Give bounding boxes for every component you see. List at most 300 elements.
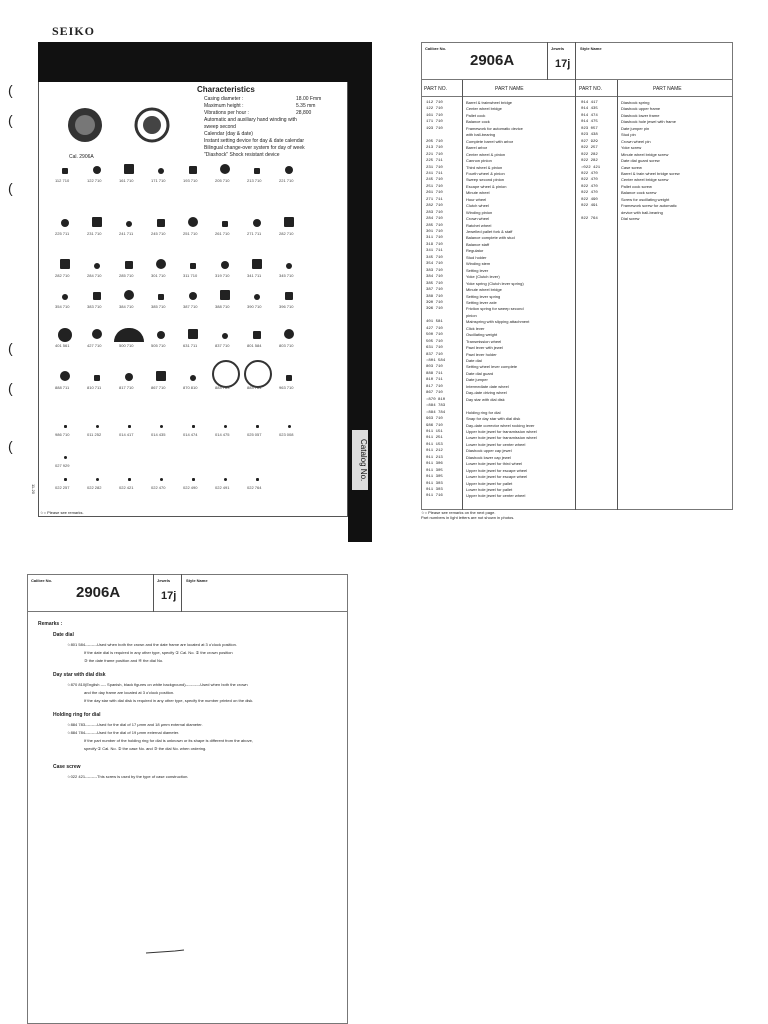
remarks-line: ☆022 421---------This screw is used by the type of case construction. [67,774,189,779]
part-number-label: 803 710 [279,343,294,348]
part-number: 205 710 [426,139,443,144]
part-image [212,360,240,388]
caliber-label: Calibre No. [31,578,53,583]
photo-footnote: ☆○ Please see remarks. [40,510,84,515]
part-number-label: 025 057 [247,432,262,437]
part-number: 011 306 [426,462,443,467]
part-number: 505 710 [426,339,443,344]
part-number: 011 251 [426,436,443,441]
jewels-label: Jewels [551,46,565,51]
part-name: Barrel & trainwheel bridge [466,100,513,105]
part-image [158,294,164,300]
part-image [124,164,134,174]
part-number-label: 261 710 [215,231,230,236]
part-number-label: 022 490 [183,485,198,490]
part-number-label: 837 710 [215,343,230,348]
characteristic-label: Automatic and auxiliary hand winding with [204,117,297,123]
part-number: 241 711 [426,171,443,176]
caliber-number: 2906A [76,584,121,601]
part-number-label: 888 711 [55,385,70,390]
part-name: Mainspring with slipping attachment [466,319,530,325]
brand-logo: SEIKO [52,24,96,38]
part-name: Date dial guard [466,370,494,376]
part-image [189,292,197,300]
part-number: 401 581 [426,320,443,325]
part-number-label: 817 710 [119,385,134,390]
part-image [93,166,101,174]
characteristic-label: Instant setting device for day & date calendar [204,138,305,144]
part-image [94,375,100,381]
part-image [222,221,228,227]
part-number: 345 710 [426,255,443,260]
part-name: Setting lever spring [466,293,501,299]
part-name: Minute wheel [466,190,490,196]
column-part-name: PART NAME [495,86,524,92]
part-name: Fourth wheel & pinion [466,170,505,176]
part-number: 225 711 [426,159,443,164]
style-label: Style Name [186,578,208,583]
caliber-label: Calibre No. [425,46,447,51]
part-number: 022 764 [581,217,598,222]
part-name: Dial screw [621,216,640,222]
part-number: 810 711 [426,378,443,383]
part-image [224,478,227,481]
part-number-label: 319 710 [215,273,230,278]
part-image [286,375,292,381]
part-name: Setting wheel lever complete [466,364,518,370]
part-number: 011 213 [426,455,443,460]
part-name: Setting lever axle [466,299,497,305]
part-image [224,425,227,428]
part-name: Winding pinion [466,209,493,215]
part-number: ☆870 810 [426,397,446,402]
part-number: 384 710 [426,275,443,280]
part-number-label: 271 711 [247,231,262,236]
remarks-title: Remarks : [38,621,63,627]
part-number-label: 284 710 [87,273,102,278]
part-number-label: 205 710 [215,178,230,183]
part-name: Holding ring for dial [466,409,501,415]
part-name: Center wheel bridge [466,106,502,112]
part-name: Upper hole jewel for transmission wheel [466,428,537,434]
part-image [158,168,164,174]
part-number: 285 710 [426,223,443,228]
part-number: 193 710 [426,126,443,131]
part-number-label: 225 711 [55,231,70,236]
part-image [58,328,72,342]
part-number-label: 014 417 [119,432,134,437]
part-number: 311 710 [426,236,443,241]
characteristic-value: 28,800 [296,110,312,116]
part-image [157,331,165,339]
part-number-label: 383 710 [87,304,102,309]
part-number-label: 022 764 [247,485,262,490]
part-name: Case screw [621,164,642,170]
column-header-row [421,80,733,97]
part-number-label: 801 584 [247,343,262,348]
part-number: 963 710 [426,417,443,422]
part-number: 171 710 [426,120,443,125]
part-number: 022 470 [581,184,598,189]
part-name: Yoke spring (Clutch lever spring) [466,280,524,286]
part-name: Day-date corrector wheel rocking lever [466,422,535,428]
part-image [61,219,69,227]
part-name: Diashock lower frame [621,112,660,118]
part-name: with ball-bearing [466,132,496,138]
part-number: 022 491 [581,204,598,209]
part-image [256,425,259,428]
remarks-heading: Date dial [53,632,74,638]
binder-mark: ( [8,438,13,454]
binder-mark: ( [8,380,13,396]
part-image [284,217,294,227]
part-image [156,371,166,381]
part-number-label: 014 435 [151,432,166,437]
divider [617,80,618,510]
part-name: Lower hole jewel for transmission wheel [466,435,537,441]
part-number-label: 014 474 [183,432,198,437]
part-image [253,331,261,339]
part-number-label: 427 710 [87,343,102,348]
part-image [64,425,67,428]
part-number-label: 810 711 [87,385,102,390]
part-number: 011 303 [426,481,443,486]
part-image [160,478,163,481]
part-number: 284 710 [426,217,443,222]
part-number: 023 438 [581,133,598,138]
part-image [192,425,195,428]
part-number: 011 212 [426,449,443,454]
part-number: 112 710 [426,101,443,105]
pen-mark [145,948,185,956]
part-name: Day star with dial disk [466,396,505,402]
part-number: 319 710 [426,242,443,247]
part-number: 385 710 [426,281,443,286]
part-image [254,168,260,174]
remarks-line: If the date dial is required in any other type, specify ① Cal. No. ② the crown position [84,650,233,655]
characteristic-label: Maximum height : [204,103,244,109]
part-number-label: 500 710 [119,343,134,348]
characteristic-label: "Diashock" Shock resistant device [204,152,280,158]
remarks-line: ③ the date frame position and ④ the dial No. [84,658,164,663]
characteristics-title: Characteristics [197,85,255,94]
part-name: Lower hole jewel for escape wheel [466,474,528,480]
remarks-heading: Holding ring for dial [53,712,101,718]
part-number: 354 710 [426,262,443,267]
part-number: 341 711 [426,249,443,254]
part-name: Framework for automatic device [466,125,523,131]
part-name: Upper hole jewel for escape wheel [466,467,528,473]
part-name: Upper hole jewel for center wheel [466,493,526,499]
binder-mark: ( [8,340,13,356]
part-number-label: 193 710 [183,178,198,183]
part-image [190,375,196,381]
part-image [93,292,101,300]
column-part-no: PART NO. [579,86,603,92]
part-name: Balance complete with stud [466,235,515,241]
part-name: Barrel & train wheel bridge screw [621,170,680,176]
part-number: ☆801 584 [426,359,446,363]
part-number: 014 435 [581,107,598,112]
part-image [188,217,198,227]
part-image [221,261,229,269]
part-image [286,263,292,269]
remarks-line: and the day frame are located at 3 o'clock position. [84,690,175,695]
column-part-name: PART NAME [653,86,682,92]
part-name: Pawl lever with jewel [466,345,503,351]
part-number: 390 710 [426,300,443,305]
table-footnote-light: Part numbers in light letters are not shown in photos. [421,515,515,520]
movement-photos [60,100,190,160]
part-name: Lower hole jewel for third wheel [466,461,523,467]
part-number: 022 470 [581,191,598,196]
part-number: 803 710 [426,365,443,370]
part-number-label: 022 491 [215,485,230,490]
part-number-label: 401 561 [55,343,70,348]
part-number: 027 929 [581,139,598,144]
divider [462,80,463,510]
caliber-caption: Cal. 2906A [69,154,94,160]
part-number-label: 884 783 [215,385,230,390]
part-name: Diashock hole jewel with frame [621,119,676,125]
part-number-label: 245 710 [151,231,166,236]
part-image [285,292,293,300]
part-number-label: 396 710 [279,304,294,309]
part-number: 221 710 [426,152,443,157]
part-name: Intermediate date wheel [466,383,509,389]
part-number-label: 011 252 [87,432,102,437]
part-number: 011 305 [426,468,443,473]
table-header [421,42,733,80]
part-name: Date jumper [466,377,488,383]
part-image [64,478,67,481]
part-number-label: 014 475 [215,432,230,437]
jewels-count: 17j [161,590,177,602]
part-name: Lower hole jewel for center wheel [466,441,526,447]
part-number-label: 884 784 [247,385,262,390]
part-name: Diashock upper frame [621,106,661,112]
part-name: Lower hole jewel for pallet [466,487,513,492]
part-number: 396 710 [426,307,443,312]
part-image [60,259,70,269]
part-name: Stud pin [621,132,636,138]
part-number: 500 710 [426,333,443,338]
part-number: 122 710 [426,107,443,112]
part-name: Date dial guard screw [621,158,660,164]
part-image [96,425,99,428]
part-number: 837 710 [426,352,443,357]
part-image [94,263,100,269]
part-number: 245 710 [426,178,443,183]
part-number-label: 505 710 [151,343,166,348]
part-image [62,294,68,300]
part-number: 011 305 [426,475,443,480]
part-number: 867 710 [426,391,443,396]
part-image [125,261,133,269]
part-image [253,219,261,227]
part-name: Clutch wheel [466,203,489,209]
part-number: 888 711 [426,371,443,376]
part-number: 383 710 [426,268,443,273]
part-name: Minute wheel bridge screw [621,151,669,157]
characteristic-label: Bilingual change-over system for day of week [204,145,305,151]
remarks-line: ☆801 584---------Used when both the crown and the date frame are located at 3 o'clock position. [67,642,237,647]
part-number-label: 022 282 [87,485,102,490]
part-image [285,166,293,174]
part-number-label: 631 711 [183,343,198,348]
table-footnote: ☆○ Please see remarks on the next page. [421,510,496,515]
part-number: 817 710 [426,384,443,389]
part-number: 014 417 [581,101,598,105]
part-number: 011 153 [426,442,443,447]
part-image [220,164,230,174]
part-number-label: 384 710 [119,304,134,309]
characteristic-label: sweep second [204,124,236,130]
part-number: 986 710 [426,423,443,428]
part-name: Diashock spring [621,100,650,105]
part-name: Upper hole jewel for pallet [466,480,513,486]
part-number: 011 151 [426,429,443,434]
part-name: Cannon pinion [466,158,492,164]
remarks-heading: Day star with dial disk [53,672,106,678]
part-number: 251 710 [426,184,443,189]
part-number-label: 285 710 [119,273,134,278]
divider [547,42,548,80]
part-number: 261 710 [426,191,443,196]
part-name: Balance staff [466,241,490,247]
part-number-label: 341 711 [247,273,262,278]
part-number: 301 710 [426,230,443,234]
part-number: 161 710 [426,113,443,118]
part-number: 631 710 [426,346,443,351]
part-number: ☆884 784 [426,410,446,415]
binder-mark: ( [8,82,13,98]
part-number-label: 221 710 [279,178,294,183]
divider [575,42,576,80]
divider [153,574,154,612]
part-name: Minute wheel bridge [466,287,502,293]
characteristic-value: 5.35 mm [296,103,316,109]
part-number-label: 385 710 [151,304,166,309]
part-number: 011 303 [426,488,443,492]
part-number-label: 354 710 [55,304,70,309]
part-number: 271 711 [426,197,443,202]
part-number: 283 710 [426,210,443,215]
part-number-label: 301 710 [151,273,166,278]
part-number: 023 057 [581,126,598,131]
part-name: Hour wheel [466,196,487,202]
part-name: Day-date driving wheel [466,390,507,396]
part-name: Crown wheel pin [621,138,651,144]
remarks-line: specify ① Cal. No. ② the case No. and ③ the dial No. when ordering. [84,746,207,751]
style-label: Style Name [580,46,602,51]
part-number-label: 388 710 [215,304,230,309]
part-image [126,221,132,227]
part-number-label: 122 710 [87,178,102,183]
jewels-label: Jewels [157,578,171,583]
divider [575,80,576,510]
part-number-label: 027 929 [55,463,70,468]
part-image [160,425,163,428]
part-name: Framework screw for automatic [621,203,677,209]
part-name: Yoke (Clutch lever) [466,274,500,280]
part-image [128,478,131,481]
part-number: 014 475 [581,120,598,125]
part-image [222,333,228,339]
part-image [254,294,260,300]
part-number-label: 022 470 [151,485,166,490]
part-number: 427 710 [426,326,443,331]
part-number-label: 022 257 [55,485,70,490]
part-number-label: 251 710 [183,231,198,236]
part-image [60,371,70,381]
part-number: 022 470 [581,171,598,176]
part-image [220,290,230,300]
catalog-label: Catalog No. [352,430,368,490]
part-image [256,478,259,481]
part-image [64,456,67,459]
part-number: 213 710 [426,146,443,151]
part-name: Pawl lever holder [466,351,497,357]
part-number-label: 231 710 [87,231,102,236]
part-name: Yoke screw [621,145,642,151]
part-number: 022 470 [581,178,598,183]
part-image [96,478,99,481]
part-name: Oscillating weight [466,332,498,338]
part-number-label: 241 711 [119,231,134,236]
part-name: Stud holder [466,254,487,260]
part-number-label: 345 710 [279,273,294,278]
part-number-label: 867 710 [151,385,166,390]
remarks-heading: Case screw [53,764,81,770]
part-name: Setting lever [466,267,489,273]
jewels-count: 17j [555,58,571,70]
part-number: 387 710 [426,288,443,293]
part-number-label: 171 710 [151,178,166,183]
characteristic-label: Vibrations per hour : [204,110,249,116]
side-code: 11-20 [31,484,36,494]
part-name: Click lever [466,325,485,331]
column-part-no: PART NO. [424,86,448,92]
part-name: Ratchet wheel [466,222,492,228]
part-name: Pallet cock screw [621,183,652,189]
part-name: Friction spring for sweep second [466,306,524,312]
part-image [156,259,166,269]
part-image [288,425,291,428]
part-image [124,290,134,300]
characteristic-label: Casing diameter : [204,96,244,102]
caliber-number: 2906A [470,52,515,69]
part-number-label: 112 710 [55,178,70,183]
remarks-line: If the part number of the holding ring for dial is unknown or its shape is different from the above, [84,738,253,743]
remarks-line: If the day star with dial disk is required in any other type, specify the number printed on the disk. [84,698,254,703]
part-image [92,329,102,339]
part-name: Diashock upper cap jewel [466,448,512,454]
part-image [92,217,102,227]
part-number: ☆884 783 [426,404,446,409]
part-number: 022 282 [581,159,598,164]
part-number: 014 474 [581,113,598,118]
part-name: Pallet cock [466,112,486,118]
part-name: Balance cock screw [621,190,657,196]
part-number-label: 023 008 [279,432,294,437]
part-number-label: 282 710 [55,273,70,278]
divider [181,574,182,612]
part-name: Crown wheel [466,216,490,222]
remarks-line: ☆870 810(English ---- Spanish, black figures on white background)-----------Used when both the crown [67,682,248,687]
part-name: Date dial [466,358,482,363]
part-name: Winding stem [466,261,491,267]
